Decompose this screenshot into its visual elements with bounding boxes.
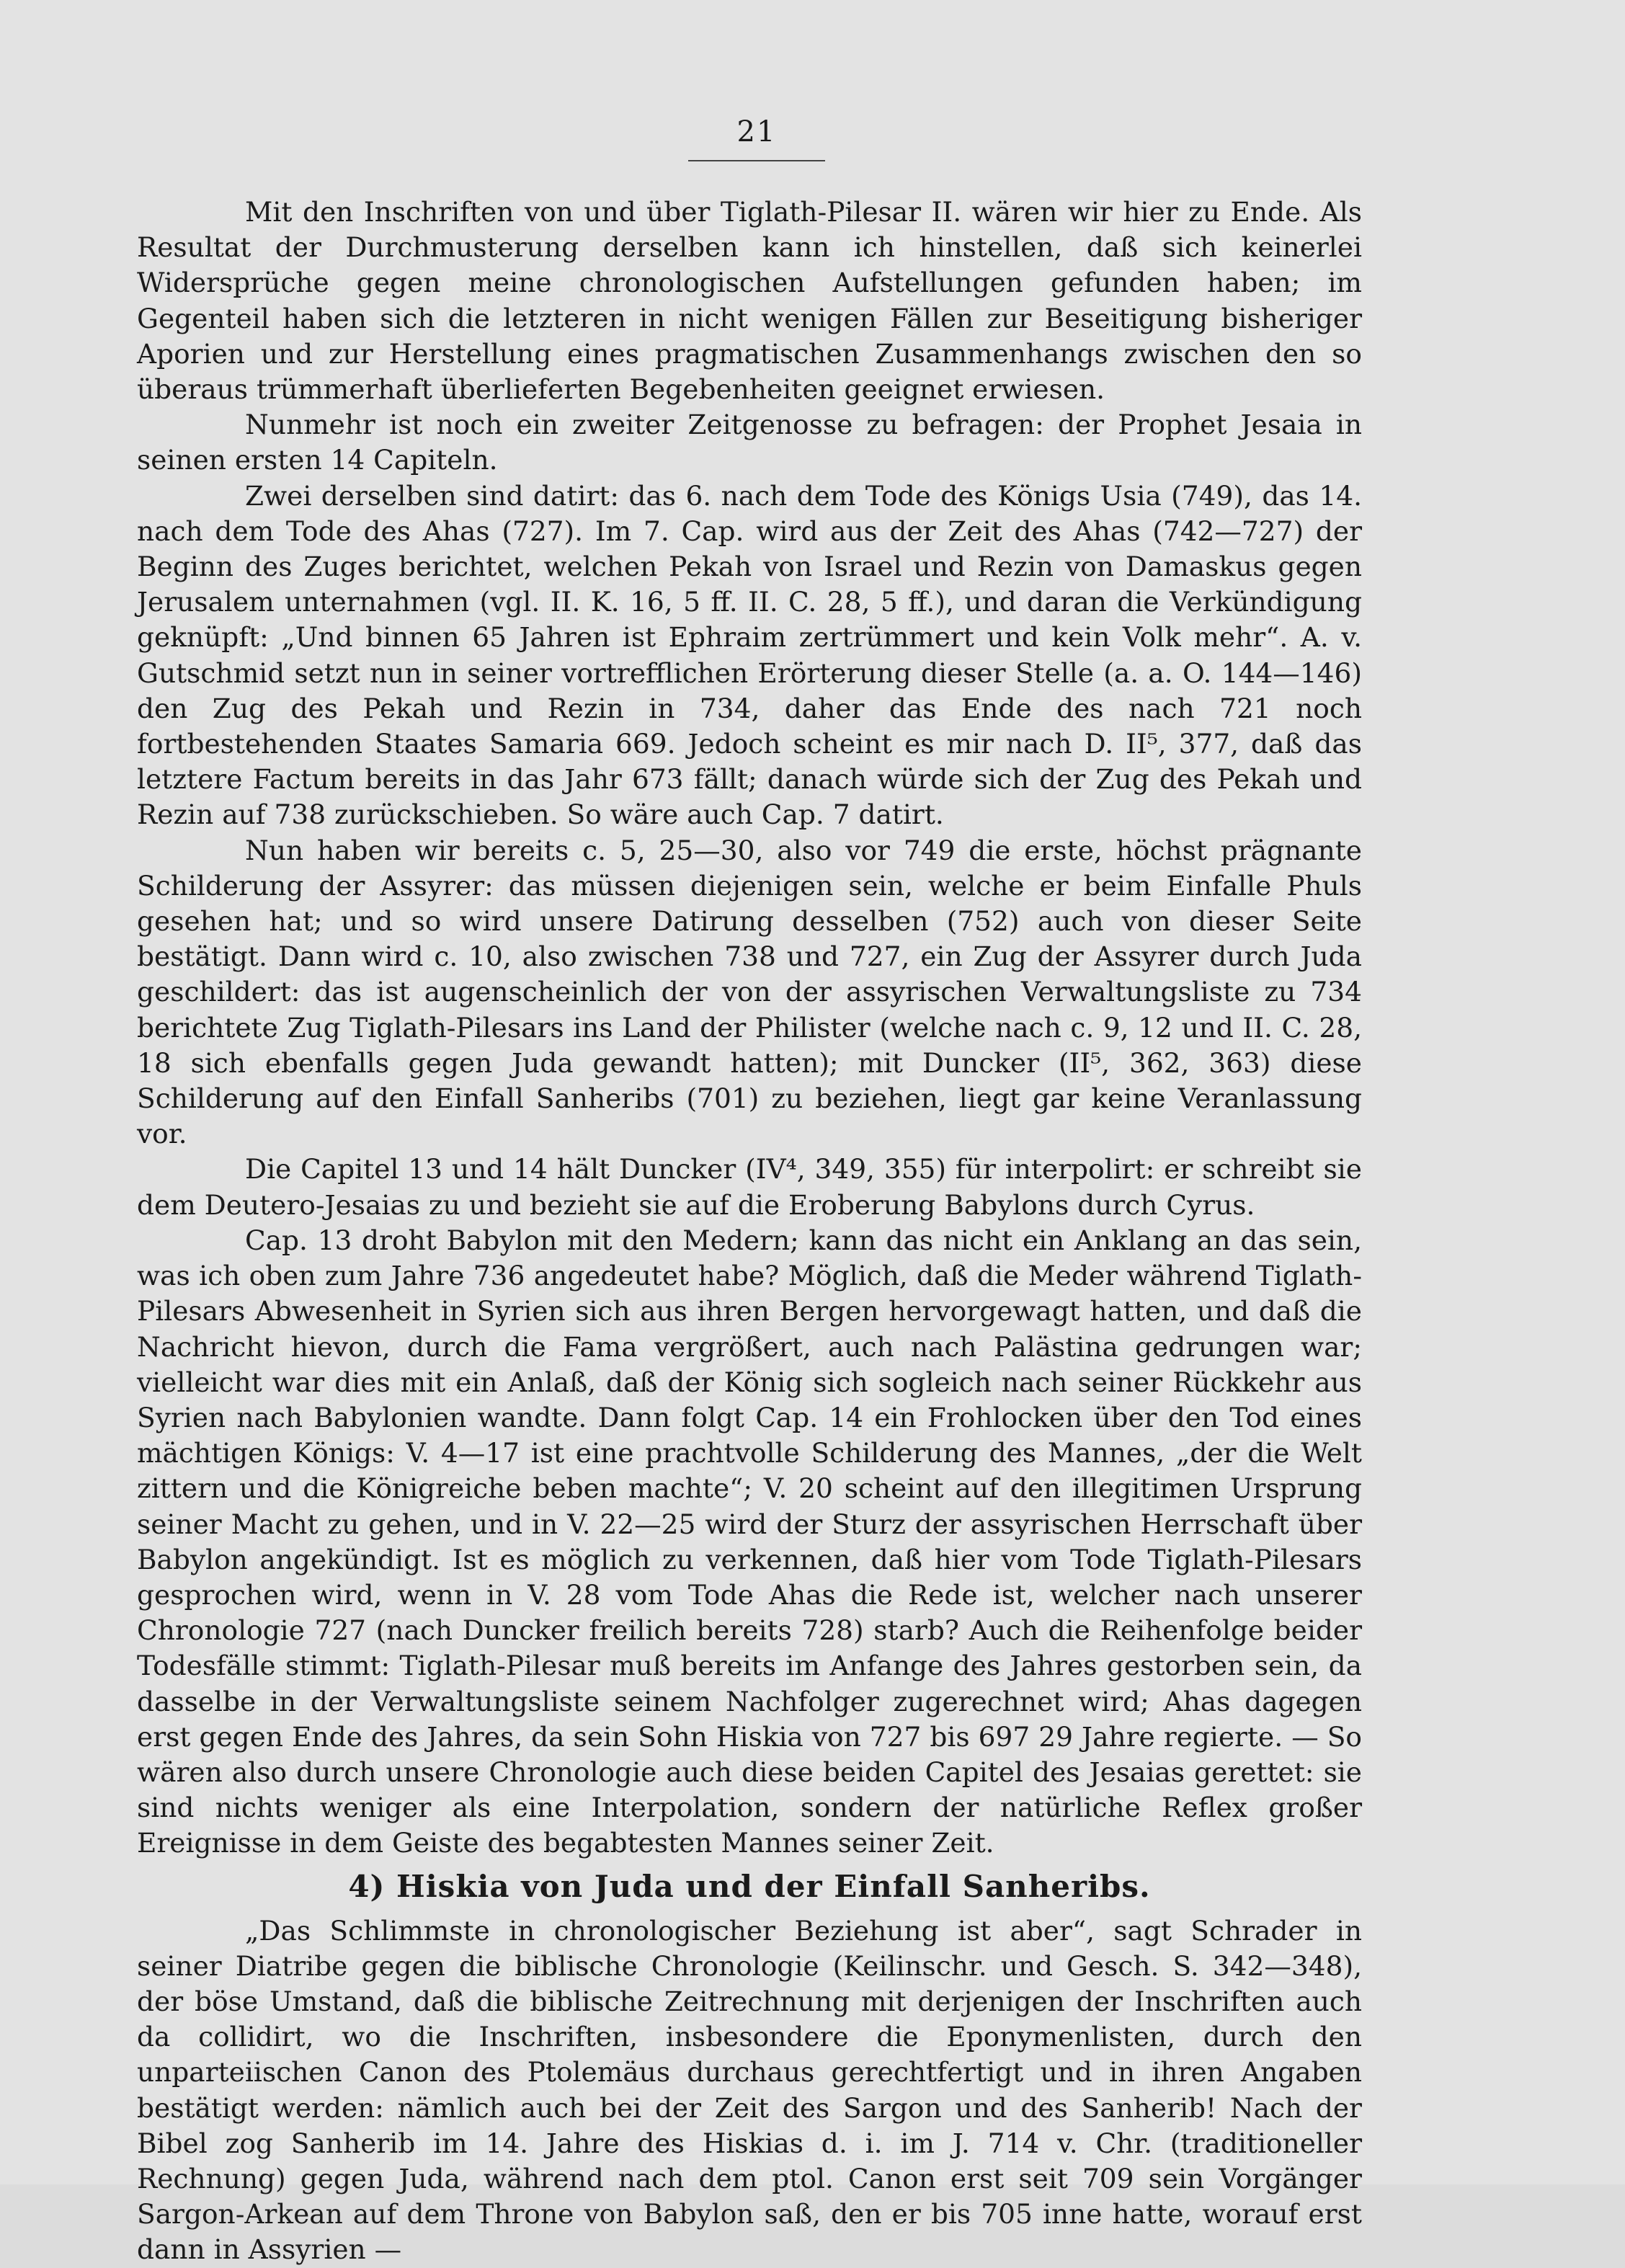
paragraph: Zwei derselben sind datirt: das 6. nach dem Tode des Königs Usia (749), das 14. nach dem Tode des Ahas (727). Im 7. Cap. wird aus der Zeit des Ahas (742—727) der Beginn des Zuges berichtet, welchen Pekah von Israel und Rezin von Damaskus gegen Jerusalem unternahmen (vgl. II. K. 16, 5 ff. II. C. 28, 5 ff.), und daran die Verkündigung geknüpft: „Und binnen 65 Jahren ist Ephraim zertrümmert und kein Volk mehr“. A. v. Gutschmid setzt nun in seiner vortrefflichen Erörterung dieser Stelle (a. a. O. 144—146) den Zug des Pekah und Rezin in 734, daher das Ende des nach 721 noch fortbestehenden Staates Samaria 669. Jedoch scheint es mir nach D. II⁵, 377, daß das letztere Factum bereits in das Jahr 673 fällt; danach würde sich der Zug des Pekah und Rezin auf 738 zurückschieben. So wäre auch Cap. 7 datirt.: [137, 479, 1362, 831]
paragraph: Mit den Inschriften von und über Tiglath-Pilesar II. wären wir hier zu Ende. Als Resultat der Durchmusterung derselben kann ich hinstellen, daß sich keinerlei Widersprüche gegen meine chronologischen Aufstellungen gefunden haben; im Gegenteil haben sich die letzteren in nicht wenigen Fällen zur Beseitigung bisheriger Aporien und zur Herstellung eines pragmatischen Zusammenhangs zwischen den so überaus trümmerhaft überlieferten Begebenheiten geeignet erwiesen.: [137, 196, 1362, 406]
page-number: 21: [736, 115, 777, 148]
page-number-rule: [688, 160, 825, 161]
body-text: [137, 195, 1362, 2268]
paragraph: Die Capitel 13 und 14 hält Duncker (IV⁴, 349, 355) für interpolirt: er schreibt sie dem Deutero-Jesaias zu und bezieht sie auf die Eroberung Babylons durch Cyrus.: [137, 1153, 1362, 1221]
paragraph: Cap. 13 droht Babylon mit den Medern; kann das nicht ein Anklang an das sein, was ich oben zum Jahre 736 angedeutet habe? Möglich, daß die Meder während Tiglath-Pilesars Abwesenheit in Syrien sich aus ihren Bergen hervorgewagt hatten, und daß die Nachricht hievon, durch die Fama vergrößert, auch nach Palästina gedrungen war; vielleicht war dies mit ein Anlaß, daß der König sich sogleich nach seiner Rückkehr aus Syrien nach Babylonien wandte. Dann folgt Cap. 14 ein Frohlocken über den Tod eines mächtigen Königs: V. 4—17 ist eine prachtvolle Schilderung des Mannes, „der die Welt zittern und die Königreiche beben machte“; V. 20 scheint auf den illegitimen Ursprung seiner Macht zu gehen, und in V. 22—25 wird der Sturz der assyrischen Herrschaft über Babylon angekündigt. Ist es möglich zu verkennen, daß hier vom Tode Tiglath-Pilesars gesprochen wird, wenn in V. 28 vom Tode Ahas die Rede ist, welcher nach unserer Chronologie 727 (nach Duncker freilich bereits 728) starb? Auch die Reihenfolge beider Todesfälle stimmt: Tiglath-Pilesar muß bereits im Anfange des Jahres gestorben sein, da dasselbe in der Verwaltungsliste seinem Nachfolger zugerechnet wird; Ahas dagegen erst gegen Ende des Jahres, da sein Sohn Hiskia von 727 bis 697 29 Jahre regierte. — So wären also durch unsere Chronologie auch diese beiden Capitel des Jesaias gerettet: sie sind nichts weniger als eine Interpolation, sondern der natürliche Reflex großer Ereignisse in dem Geiste des begabtesten Mannes seiner Zeit.: [137, 1224, 1362, 1859]
paragraph: Nun haben wir bereits c. 5, 25—30, also vor 749 die erste, höchst prägnante Schilderung der Assyrer: das müssen diejenigen sein, welche er beim Einfalle Phuls gesehen hat; und so wird unsere Datirung desselben (752) auch von dieser Seite bestätigt. Dann wird c. 10, also zwischen 738 und 727, ein Zug der Assyrer durch Juda geschildert: das ist augenscheinlich der von der assyrischen Verwaltungsliste zu 734 berichtete Zug Tiglath-Pilesars ins Land der Philister (welche nach c. 9, 12 und II. C. 28, 18 sich ebenfalls gegen Juda gewandt hatten); mit Duncker (II⁵, 362, 363) diese Schilderung auf den Einfall Sanheribs (701) zu beziehen, liegt gar keine Veranlassung vor.: [137, 834, 1362, 1150]
paragraph: Nunmehr ist noch ein zweiter Zeitgenosse zu befragen: der Prophet Jesaia in seinen ersten 14 Capiteln.: [137, 409, 1362, 476]
section-heading: 4) Hiskia von Juda und der Einfall Sanheribs.: [348, 1868, 1151, 1904]
section-paragraph: „Das Schlimmste in chronologischer Beziehung ist aber“, sagt Schrader in seiner Diatribe gegen die biblische Chronologie (Keilinschr. und Gesch. S. 342—348), der böse Umstand, daß die biblische Zeitrechnung mit derjenigen der Inschriften auch da collidirt, wo die Inschriften, insbesondere die Eponymenlisten, durch den unparteiischen Canon des Ptolemäus durchaus gerechtfertigt und in ihren Angaben bestätigt werden: nämlich auch bei der Zeit des Sargon und des Sanherib! Nach der Bibel zog Sanherib im 14. Jahre des Hiskias d. i. im J. 714 v. Chr. (traditioneller Rechnung) gegen Juda, während nach dem ptol. Canon erst seit 709 sein Vorgänger Sargon-Arkean auf dem Throne von Babylon saß, den er bis 705 inne hatte, worauf erst dann in Assyrien —: [137, 1914, 1362, 2266]
